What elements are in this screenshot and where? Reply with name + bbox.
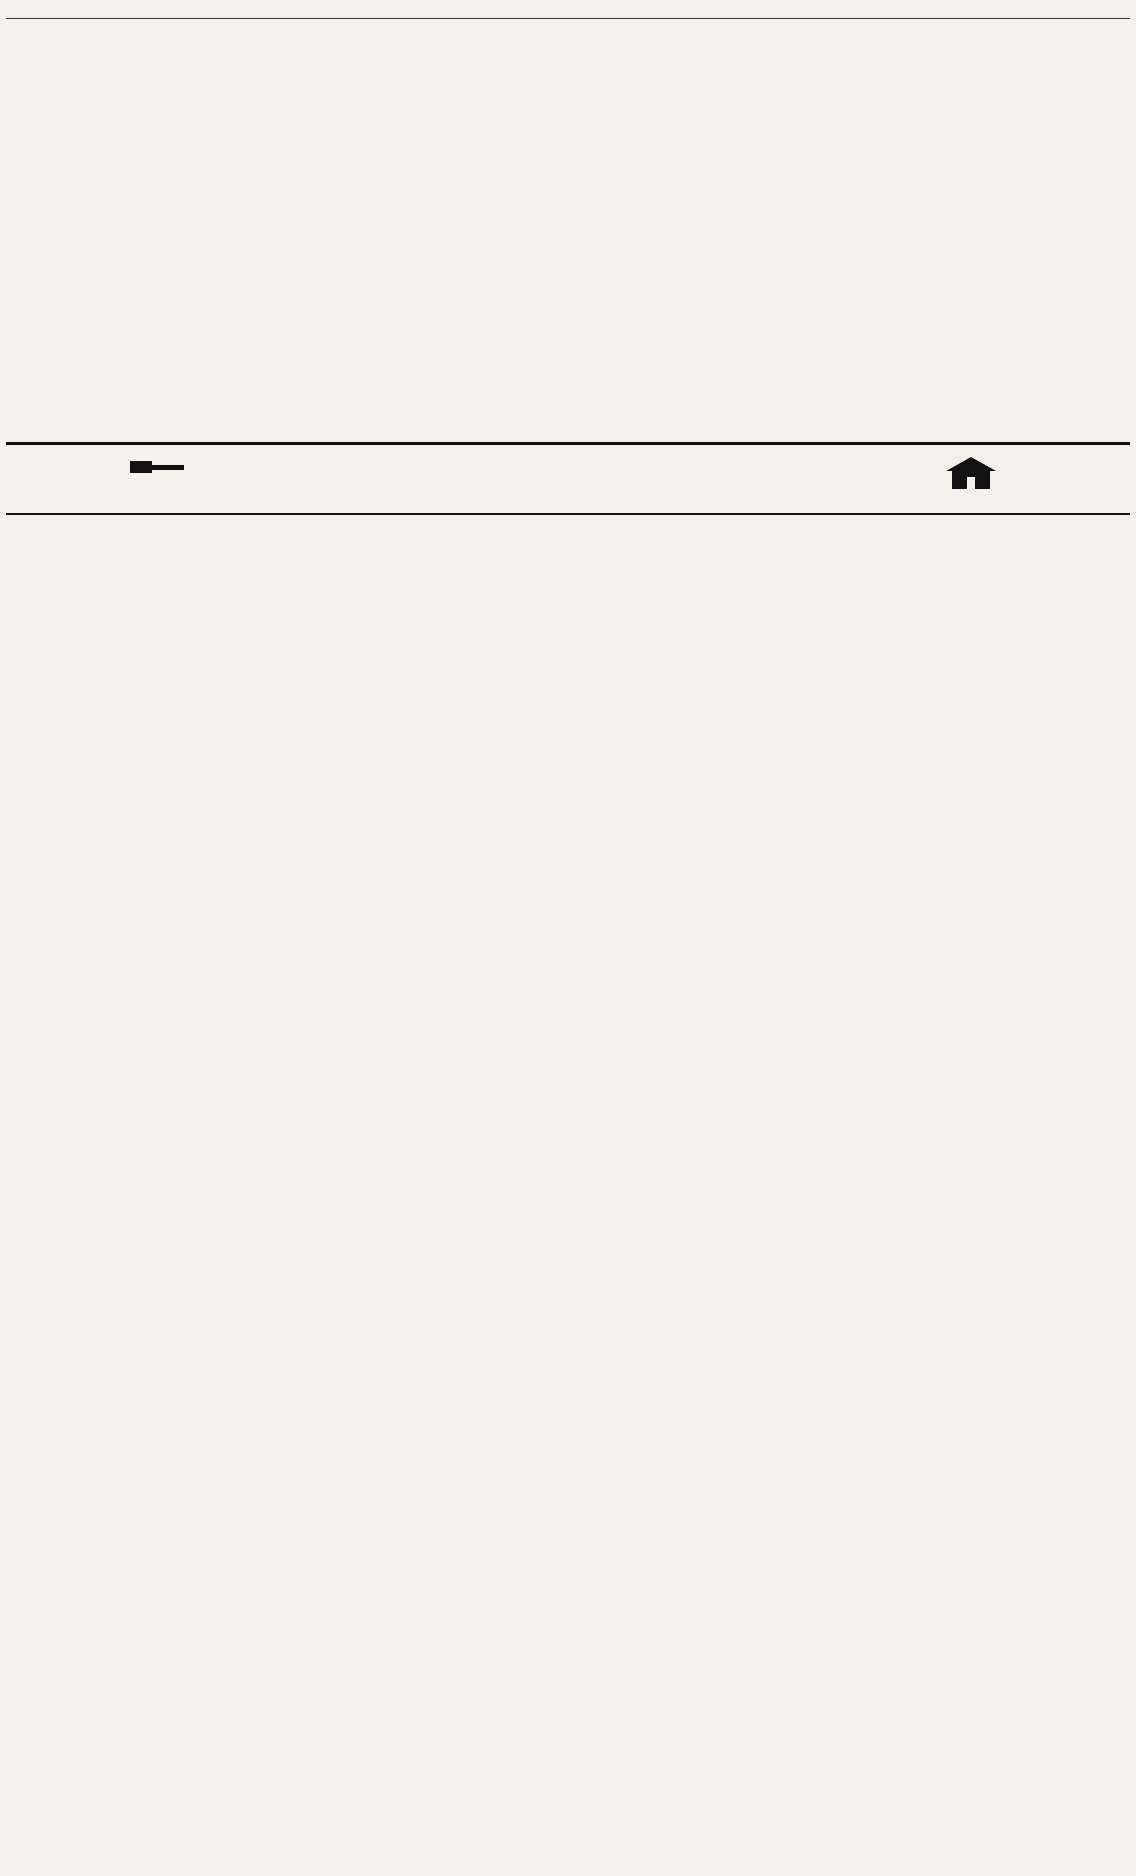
service-guide-listings	[6, 514, 1130, 1860]
page-header	[6, 4, 1130, 19]
hammer-icon	[126, 453, 186, 489]
classified-section-top	[6, 20, 1130, 440]
house-icon	[936, 455, 1006, 489]
home-service-guide-banner	[6, 442, 1130, 515]
